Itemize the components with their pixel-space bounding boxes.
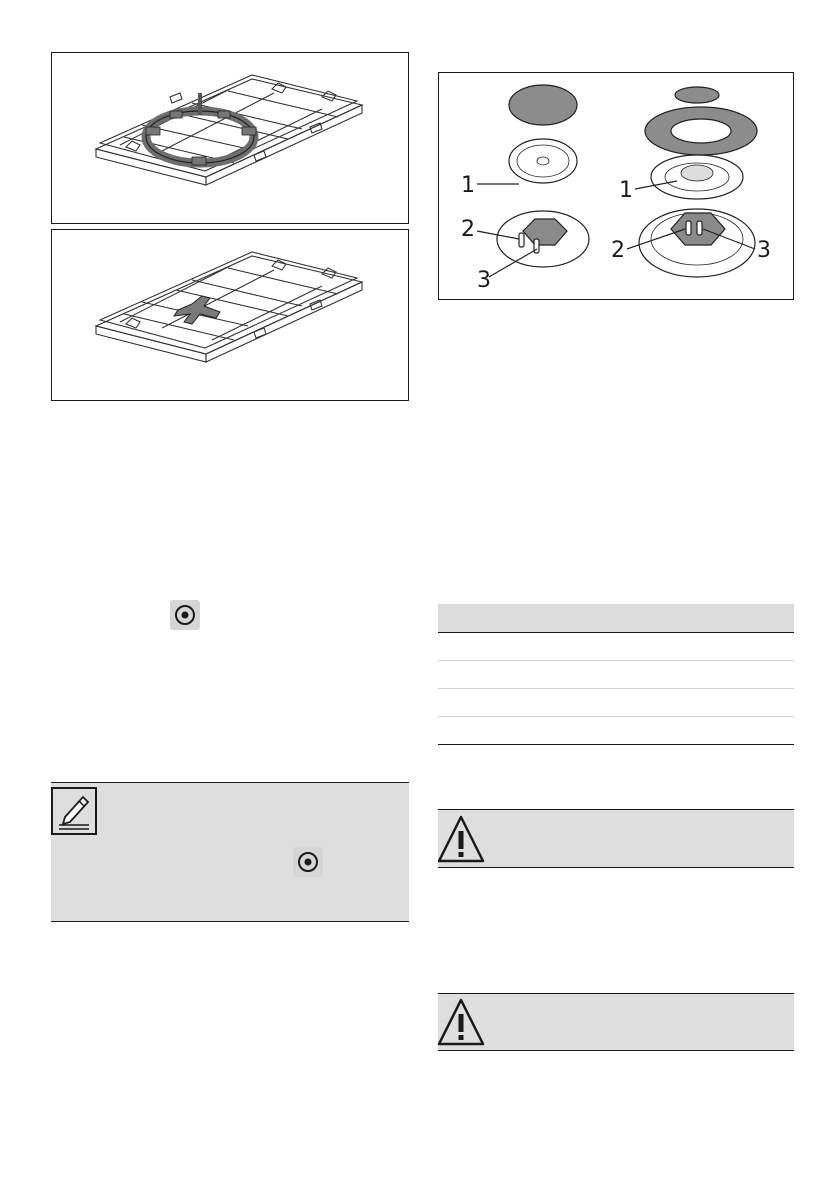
hob-grid-with-pan-reducer-illustration xyxy=(52,230,408,400)
warning-box-2 xyxy=(438,994,794,1050)
table-row-divider xyxy=(438,716,794,717)
burner-exploded-view-illustration xyxy=(439,73,793,299)
callout-3-left: 3 xyxy=(477,268,491,293)
warning-triangle-icon xyxy=(437,814,485,864)
table-header-rule xyxy=(438,632,794,633)
note-pencil-icon xyxy=(51,787,97,835)
table-row-divider xyxy=(438,660,794,661)
warning-triangle-icon xyxy=(437,997,485,1047)
warning-1-bottom-rule xyxy=(438,867,794,868)
hob-grid-with-wok-ring-illustration xyxy=(52,53,408,223)
callout-1-right: 1 xyxy=(619,178,633,203)
burner-parts-figure xyxy=(438,72,794,300)
callout-2-left: 2 xyxy=(461,217,475,242)
callout-2-right: 2 xyxy=(611,238,625,263)
grid-wok-ring-figure xyxy=(51,52,409,224)
note-bottom-rule xyxy=(51,921,409,922)
table-row-divider xyxy=(438,688,794,689)
warning-box-1 xyxy=(438,810,794,867)
warning-2-bottom-rule xyxy=(438,1050,794,1051)
ignition-knob-icon xyxy=(170,600,200,630)
table-header-row xyxy=(438,604,794,632)
callout-1-left: 1 xyxy=(461,173,475,198)
callout-3-right: 3 xyxy=(757,238,771,263)
ignition-knob-icon-note xyxy=(293,847,323,877)
grid-reducer-figure xyxy=(51,229,409,401)
table-bottom-rule xyxy=(438,744,794,745)
note-box xyxy=(51,783,409,921)
